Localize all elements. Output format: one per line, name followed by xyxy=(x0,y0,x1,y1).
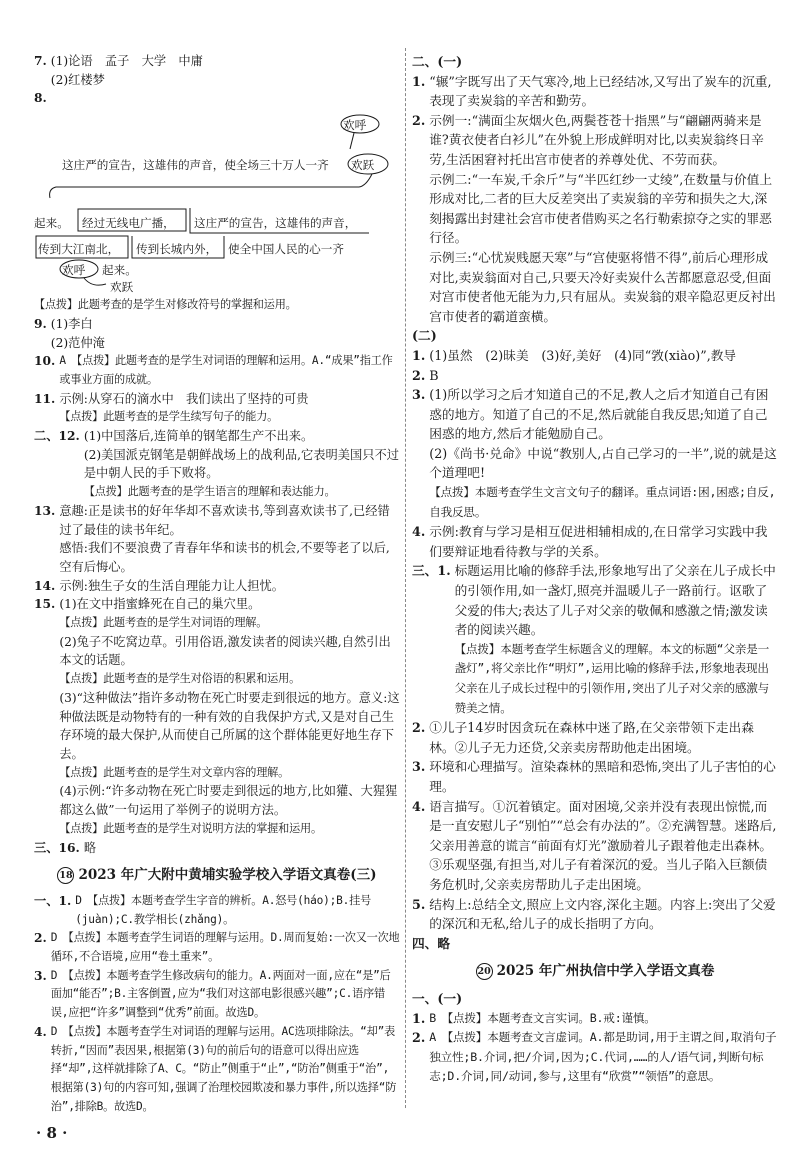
item-number: 11. xyxy=(34,390,56,406)
item-number: 2. xyxy=(412,112,426,128)
answer-text: D 【点拨】本题考查学生修改病句的能力。A.两面对一面,应在“是”后面加“能否”;B.主客倒置,应为“我们对这部电影很感兴趣”;C.语序错误,应把“许多”调整到“优秀”前面。故选D。 xyxy=(50,968,391,1020)
poem-answer-2 xyxy=(412,111,778,327)
page-number: · 8 · xyxy=(36,1124,68,1142)
deleted-word: 欢跃 xyxy=(351,158,375,173)
item-number: 10. xyxy=(34,353,56,369)
hint-note: 【点拨】本题考查学生文言文句子的翻译。重点词语:困,困惑;自反,自我反思。 xyxy=(429,485,776,519)
left-column xyxy=(34,52,400,1116)
hint-note: 【点拨】此题考查的是学生语言的理解和表达能力。 xyxy=(83,485,336,499)
answer-text: 标题运用比喻的修辞手法,形象地写出了父亲在儿子成长中的引领作用,如一盏灯,照亮并温暖儿子一路前行。讴歌了父爱的伟大;表达了儿子对父亲的敬佩和感激之情;激发读者的阅读兴趣。 xyxy=(454,563,776,638)
answer-7 xyxy=(34,52,400,89)
answer-text: 示例:独生子女的生活自理能力让人担忧。 xyxy=(59,578,284,593)
answer-text: 语言描写。①沉着镇定。面对困境,父亲并没有表现出惊慌,而是一直安慰儿子“别怕”“总会有办法的”。②充满智慧。迷路后,父亲用善意的谎言“前面有灯光”激励着儿子跟着他走出森林。③乐观坚强,有担当,对儿子有着深沉的爱。当儿子陷入巨额债务危机时,父亲卖房帮助儿子走出困境。 xyxy=(429,798,777,892)
answer-text: 示例三:“心忧炭贱愿天寒”与“宫使驱将惜不得”,前后心理形成对比,卖炭翁面对自己,只要天冷好卖炭什么苦都愿意忍受,但面对宫市使者他无能为力,只有屈从。卖炭翁的艰辛隐忍更反衬出宫市使者的霸道蛮横。 xyxy=(429,249,776,324)
answer-16 xyxy=(34,839,400,858)
move-line xyxy=(50,174,372,198)
answer-11 xyxy=(34,390,400,427)
answer-text: (1)所以学习之后才知道自己的不足,教人之后才知道自己有困惑的地方。知道了自己的不足,然后就能自我反思;知道了自己困惑的地方,然后才能勉励自己。 xyxy=(429,387,769,442)
item-number: 13. xyxy=(34,502,56,518)
answer-text: A 【点拨】本题考查文言虚词。A.都是助词,用于主谓之间,取消句子独立性;B.介词,把/介词,因为;C.代词,……的人/语气词,判断句标志;D.介词,同/动词,参与,这里有“欣赏”“领悟”的意思。 xyxy=(429,1030,777,1084)
item-number: 3. xyxy=(412,759,426,775)
answer-text: (1)中国落后,连简单的钢笔都生产不出来。 xyxy=(83,429,314,444)
column-divider xyxy=(405,48,406,1108)
item-number: 一、1. xyxy=(34,892,72,908)
exam20-answer-1 xyxy=(412,1009,778,1029)
reading-answer-4 xyxy=(412,797,778,895)
diagram-line: 这庄严的宣告，这雄伟的声音，使全场三十万人一齐 xyxy=(62,158,329,173)
poem-answer-1 xyxy=(412,72,778,111)
item-number: 2. xyxy=(412,720,426,736)
item-number: 7. xyxy=(34,53,47,68)
section-heading: 二、(一) xyxy=(412,54,463,69)
exam18-answer-3 xyxy=(34,967,400,1023)
answer-text: 示例一:“满面尘灰烟火色,两鬓苍苍十指黑”与“翩翩两骑来是谁?黄衣使者白衫儿”在外貌上形成鲜明对比,以卖炭翁终日辛劳,生活困窘衬托出宫市使者的养尊处优、不劳而获。 xyxy=(429,112,764,167)
right-column xyxy=(412,52,778,1087)
answer-14 xyxy=(34,577,400,596)
item-number: 二、12. xyxy=(34,428,80,444)
diagram-line: 使全中国人民的心一齐 xyxy=(228,242,344,257)
answer-text: (2)红楼梦 xyxy=(50,72,105,87)
insert-word: 欢跃 xyxy=(110,280,134,295)
section-heading: 一、(一) xyxy=(412,990,463,1006)
exam18-answer-4 xyxy=(34,1023,400,1117)
item-number: 4. xyxy=(412,524,426,540)
hint-note: 【点拨】此题考查的是学生对词语的理解。 xyxy=(59,616,268,630)
section-heading: 四、略 xyxy=(412,935,451,951)
answer-text: D 【点拨】本题考查学生字音的辨析。A.怒号(háo);B.挂号(juàn);C.教学相长(zhǎng)。 xyxy=(75,893,372,926)
hint-note: 【点拨】此题考查的是学生对文章内容的理解。 xyxy=(59,765,290,779)
exam-number-badge: 18 xyxy=(57,867,74,884)
diagram-line: 这庄严的宣告，这雄伟的声音， xyxy=(194,216,357,231)
answer-12 xyxy=(34,427,400,502)
hint-note: 【点拨】本题考查学生标题含义的理解。本文的标题“父亲是一盏灯”,将父亲比作“明灯”,运用比喻的修辞手法,形象地表现出父亲在儿子成长过程中的引领作用,突出了儿子对父亲的感激与赞美之情。 xyxy=(454,641,770,715)
answer-text: D 【点拨】本题考查学生词语的理解与运用。D.周而复始:一次又一次地循环,不合语境,应用“卷土重来”。 xyxy=(50,931,400,964)
diagram-line: 传到长城内外， xyxy=(136,242,218,257)
item-number: 2. xyxy=(412,367,426,383)
classical-answer-4 xyxy=(412,522,778,561)
answer-text: (4)示例:“许多动物在死亡时要走到很远的地方,比如獾、大猩猩都这么做”一句运用了举例子的说明方法。 xyxy=(59,784,398,818)
item-number: 5. xyxy=(412,896,426,912)
insert-word: 欢呼 xyxy=(62,263,86,278)
diagram-line: 经过无线电广播， xyxy=(82,216,175,231)
item-number: 3. xyxy=(412,387,426,403)
item-number: 4. xyxy=(412,798,426,814)
answer-text: (3)“这种做法”指许多动物在死亡时要走到很远的地方。意义:这种做法既是动物特有的一种有效的自我保护方式,又是对自己生存环境的最大保护,从而使自己所属的这个群体能更好地生存下去。 xyxy=(59,690,400,761)
item-number: 1. xyxy=(412,73,426,89)
hint-note: 【点拨】此题考查的是学生对说明方法的掌握和运用。 xyxy=(59,821,322,835)
answer-text: D 【点拨】本题考查学生对词语的理解与运用。AC选项排除法。“却”表转折,“因而”表因果,根据第(3)句的前后句的语意可以得出应选择“却”,这样就排除了A、C。“防止”侧重于“止”,“防治”侧重于“治”,根据第(3)句的内容可知,强调了治理校园欺凌和暴力事件,所以选择“防治”,排除B。故选D。 xyxy=(50,1024,397,1113)
answer-9 xyxy=(34,315,400,352)
diagram-line: 传到大江南北， xyxy=(38,242,120,257)
answer-text: ①儿子14岁时因贪玩在森林中迷了路,在父亲带领下走出森林。②儿子无力还贷,父亲卖房帮助他走出困境。 xyxy=(429,720,754,755)
item-number: 15. xyxy=(34,596,56,612)
answer-text: 示例二:“一车炭,千余斤”与“半匹红纱一丈绫”,在数量与价值上形成对比,二者的巨大反差突出了卖炭翁的辛劳和损失之大,深刻揭露出封建社会宫市使者借购买之名行勒索掠夺之实的罪恶行径。 xyxy=(429,171,773,246)
classical-answer-3 xyxy=(412,385,778,522)
answer-text: 结构上:总结全文,照应上文内容,深化主题。内容上:突出了父爱的深沉和无私,给儿子的成长指明了方向。 xyxy=(429,896,776,932)
exam18-answer-2 xyxy=(34,929,400,966)
section-heading: (二) xyxy=(412,328,437,344)
diagram-line: 起来。 xyxy=(34,216,69,231)
exam-title-text: 2025 年广州执信中学入学语文真卷 xyxy=(496,963,715,980)
item-number: 三、16. xyxy=(34,839,80,855)
answer-text: 示例:教育与学习是相互促进相辅相成的,在日常学习实践中我们要辩证地看待教与学的关系。 xyxy=(429,524,768,559)
answer-text: (2)《尚书·兑命》中说“教别人,占自己学习的一半”,说的就是这个道理吧! xyxy=(429,445,777,481)
answer-text: B xyxy=(429,367,439,383)
hint-note: 【点拨】此题考查的是学生对俗语的积累和运用。 xyxy=(59,672,301,686)
answer-text: (1)虽然 (2)昧美 (3)好,美好 (4)同“敩(xiào)”,教导 xyxy=(429,347,737,363)
answer-text: (1)在文中指蜜蜂死在自己的巢穴里。 xyxy=(59,597,261,612)
classical-answer-2 xyxy=(412,366,778,386)
item-number: 9. xyxy=(34,315,47,331)
answer-13 xyxy=(34,502,400,577)
item-number: 2. xyxy=(412,1030,426,1046)
item-number: 4. xyxy=(34,1023,47,1039)
exam18-answer-1 xyxy=(34,892,400,929)
answer-text: (1)李白 xyxy=(50,316,93,331)
correction-marks xyxy=(34,112,400,290)
answer-15 xyxy=(34,595,400,838)
reading-answer-1 xyxy=(412,561,778,718)
exam-number-badge: 20 xyxy=(476,963,493,980)
insert-word: 欢呼 xyxy=(343,118,367,133)
hint-note: 【点拨】此题考查的是学生续写句子的能力。 xyxy=(59,410,279,424)
item-number: 三、1. xyxy=(412,563,451,579)
reading-answer-2 xyxy=(412,718,778,757)
exam-title-text: 2023 年广大附中黄埔实验学校入学语文真卷(三) xyxy=(78,867,377,884)
reading-answer-5 xyxy=(412,895,778,934)
item-number: 8. xyxy=(34,90,47,106)
answer-text: (1)论语 孟子 大学 中庸 xyxy=(50,54,203,68)
answer-text: A 【点拨】此题考查的是学生对词语的理解和运用。A.“成果”指工作或事业方面的成就。 xyxy=(59,354,393,386)
exam20-answer-2 xyxy=(412,1028,778,1087)
answer-text: (2)兔子不吃窝边草。引用俗语,激发读者的阅读兴趣,自然引出本文的话题。 xyxy=(59,634,391,668)
item-number: 2. xyxy=(34,930,47,946)
item-number: 14. xyxy=(34,577,56,593)
answer-8 xyxy=(34,89,400,108)
exam-title xyxy=(34,866,400,885)
answer-text: 意趣:正是读书的好年华却不喜欢读书,等到喜欢读书了,已经错过了最佳的读书年纪。 xyxy=(59,503,390,537)
exam-title xyxy=(412,962,778,982)
answer-text: (2)美国派克钢笔是朝鲜战场上的战利品,它表明美国只不过是中朝人民的手下败将。 xyxy=(83,447,400,481)
diagram-line: 起来。 xyxy=(102,263,137,278)
answer-text: (2)范仲淹 xyxy=(50,335,105,350)
item-number: 1. xyxy=(412,347,426,363)
classical-answer-1 xyxy=(412,346,778,366)
answer-text: 略 xyxy=(83,840,97,855)
item-number: 3. xyxy=(34,967,47,983)
answer-text: B 【点拨】本题考查文言实词。B.戒:谨慎。 xyxy=(429,1010,656,1025)
item-number: 1. xyxy=(412,1010,426,1026)
answer-text: 感悟:我们不要浪费了青春年华和读书的机会,不要等老了以后,空有后悔心。 xyxy=(59,541,390,574)
answer-10 xyxy=(34,352,400,389)
answer-text: “辗”字既写出了天气寒冷,地上已经结冰,又写出了炭车的沉重,表现了卖炭翁的辛苦和勤劳。 xyxy=(429,73,772,109)
correction-diagram xyxy=(34,112,400,295)
hint-note: 【点拨】此题考查的是学生对修改符号的掌握和运用。 xyxy=(34,298,297,312)
insert-line xyxy=(350,133,354,149)
answer-text: 示例:从穿石的滴水中 我们读出了坚持的可贵 xyxy=(59,391,309,406)
reading-answer-3 xyxy=(412,757,778,796)
answer-text: 环境和心理描写。渲染森林的黑暗和恐怖,突出了儿子害怕的心理。 xyxy=(429,759,776,794)
